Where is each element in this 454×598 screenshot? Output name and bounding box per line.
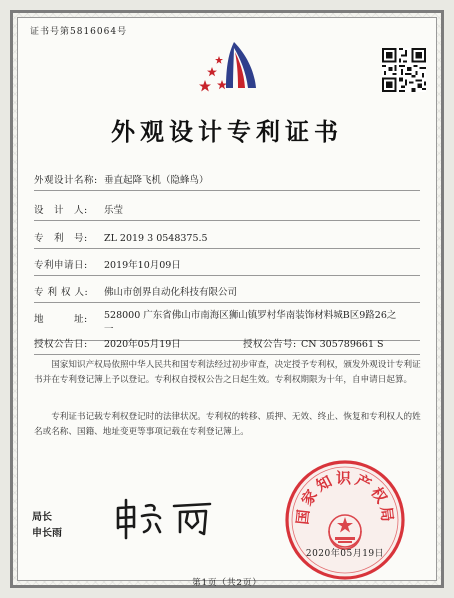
field-value: ZL 2019 3 0548375.5 xyxy=(104,233,208,244)
separator xyxy=(34,302,420,303)
field-label: 授权公告号: xyxy=(243,339,297,350)
page-number: 第1页（共2页） xyxy=(192,578,262,588)
field-patent-number xyxy=(34,230,208,244)
field-application-date xyxy=(34,257,181,271)
field-value: 2019年10月09日 xyxy=(104,260,181,271)
certificate-title: 外观设计专利证书 xyxy=(111,117,343,146)
field-label: 专利申请日: xyxy=(34,260,88,271)
field-label: 授权公告日: xyxy=(34,339,88,350)
officer-title: 局长 xyxy=(32,512,52,523)
field-value: 垂直起降飞机（隐蜂鸟） xyxy=(104,175,209,186)
qr-code-icon xyxy=(382,48,426,92)
field-value: 乐莹 xyxy=(104,205,124,216)
field-label: 设 计 人: xyxy=(34,205,88,216)
field-announcement-number xyxy=(243,336,384,350)
field-label: 地 址: xyxy=(34,314,88,325)
field-design-name xyxy=(34,172,209,186)
patent-office-emblem-icon xyxy=(196,36,266,96)
legal-status-paragraph: 专利证书记载专利权登记时的法律状况。专利权的转移、质押、无效、终止、恢复和专利权人的姓名或名称、国籍、地址变更等事项记载在专利登记簿上。 xyxy=(34,412,421,437)
field-label: 专 利 权 人: xyxy=(34,287,89,298)
field-label: 外观设计名称: xyxy=(34,175,98,186)
grant-statement-paragraph: 国家知识产权局依照中华人民共和国专利法经过初步审查，决定授予专利权，颁发外观设计专利证书并在专利登记簿上予以登记。专利权自授权公告之日起生效。专利权期限为十年，自申请日起算。 xyxy=(34,360,421,385)
official-seal-icon xyxy=(282,457,408,583)
separator xyxy=(34,190,420,191)
address-value: 528000 广东省佛山市南海区狮山镇罗村华南装饰材料城B区9路26之一 xyxy=(104,310,397,335)
seal-text: 国家知识产权局 xyxy=(293,469,397,526)
certificate-number: 证书号第5816064号 xyxy=(30,27,128,37)
field-address xyxy=(34,311,104,325)
separator xyxy=(34,248,420,249)
field-value: 佛山市创界自动化科技有限公司 xyxy=(104,287,238,298)
seal-date: 2020年05月19日 xyxy=(305,549,385,559)
field-value: 2020年05月19日 xyxy=(104,339,181,350)
signature-icon xyxy=(112,498,232,540)
separator xyxy=(34,220,420,221)
field-label: 专 利 号: xyxy=(34,233,88,244)
field-value: CN 305789661 S xyxy=(301,339,384,350)
field-designer xyxy=(34,202,123,216)
field-patentee xyxy=(34,284,237,298)
separator xyxy=(34,354,420,355)
field-announcement-date xyxy=(34,336,181,350)
officer-name: 申长雨 xyxy=(32,528,62,539)
separator xyxy=(34,275,420,276)
